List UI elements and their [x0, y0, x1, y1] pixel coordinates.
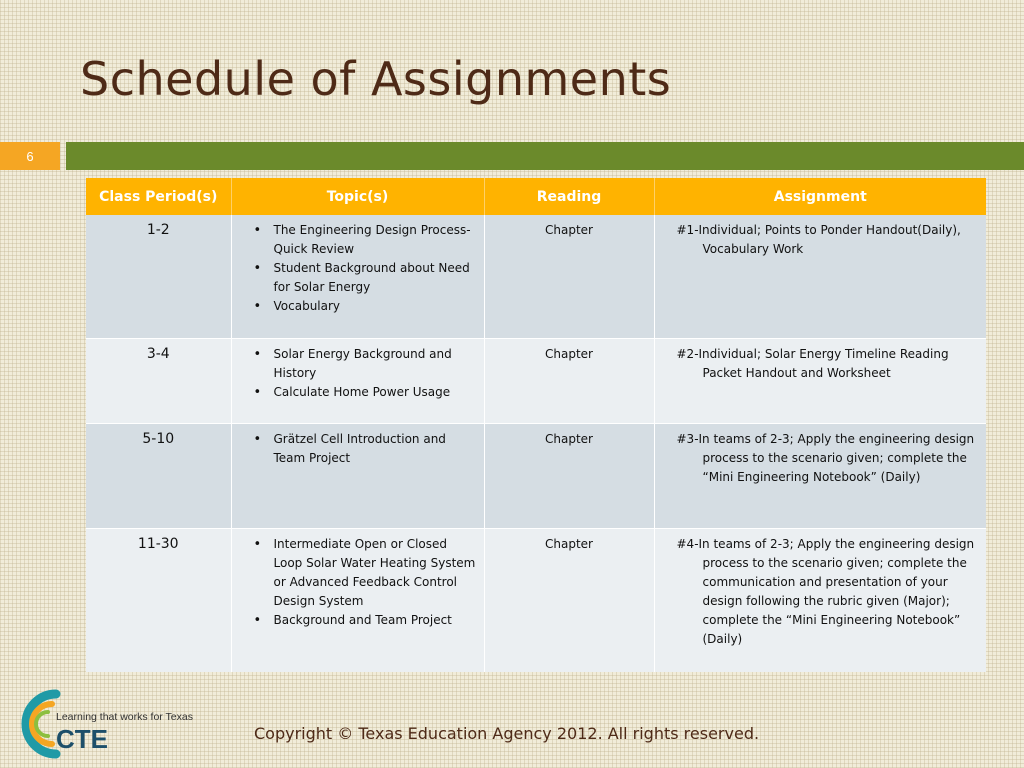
- assignment-text: #1-Individual; Points to Ponder Handout(Daily), Vocabulary Work: [676, 223, 961, 256]
- topic-item: • Grätzel Cell Introduction and Team Project: [274, 430, 476, 468]
- table-row: [86, 338, 986, 423]
- logo-tagline: Learning that works for Texas: [56, 711, 193, 723]
- table-row: [86, 528, 986, 672]
- period-cell: 5-10: [86, 423, 231, 528]
- assignment-text: #2-Individual; Solar Energy Timeline Reading Packet Handout and Worksheet: [676, 346, 949, 380]
- topic-item: • Calculate Home Power Usage: [274, 383, 476, 402]
- title-divider-bar: [66, 142, 1024, 170]
- reading-cell: Chapter: [484, 528, 654, 672]
- topics-list: [240, 221, 476, 316]
- assignment-text: #4-In teams of 2-3; Apply the engineering design process to the scenario given; complete the communication and presentation of your design following the rubric given (Major); complete the “Mini Engineering Notebook” (Daily): [676, 536, 975, 646]
- assignment-cell: [654, 528, 986, 672]
- topics-cell: [231, 338, 484, 423]
- reading-cell: Chapter: [484, 338, 654, 423]
- cte-logo-mark-icon: [12, 688, 212, 760]
- schedule-table: [86, 178, 986, 672]
- period-cell: 11-30: [86, 528, 231, 672]
- topics-list: [240, 345, 476, 402]
- table-row: [86, 423, 986, 528]
- slide-title: Schedule of Assignments: [80, 52, 672, 106]
- copyright-footer: Copyright © Texas Education Agency 2012. All rights reserved.: [254, 724, 760, 743]
- topic-item: • Student Background about Need for Solar Energy: [274, 259, 476, 297]
- assignment-text: #3-In teams of 2-3; Apply the engineering design process to the scenario given; complete the “Mini Engineering Notebook” (Daily): [676, 431, 975, 484]
- period-cell: 1-2: [86, 215, 231, 338]
- logo-name: CTE: [56, 724, 108, 754]
- assignment-cell: [654, 215, 986, 338]
- reading-cell: Chapter: [484, 423, 654, 528]
- topics-list: [240, 535, 476, 630]
- topics-cell: [231, 423, 484, 528]
- header-class-period: Class Period(s): [86, 178, 231, 215]
- header-reading: Reading: [484, 178, 654, 215]
- topics-list: [240, 430, 476, 468]
- topics-cell: [231, 215, 484, 338]
- slide-number: 6: [0, 142, 60, 170]
- topic-item: • The Engineering Design Process-Quick Review: [274, 221, 476, 259]
- topic-item: • Vocabulary: [274, 297, 476, 316]
- topic-item: • Background and Team Project: [274, 611, 476, 630]
- assignment-cell: [654, 423, 986, 528]
- header-assignment: Assignment: [654, 178, 986, 215]
- header-topic: Topic(s): [231, 178, 484, 215]
- table-header-row: [86, 178, 986, 215]
- table-row: [86, 215, 986, 338]
- topics-cell: [231, 528, 484, 672]
- topic-item: • Intermediate Open or Closed Loop Solar Water Heating System or Advanced Feedback Control Design System: [274, 535, 476, 611]
- topic-item: • Solar Energy Background and History: [274, 345, 476, 383]
- assignment-cell: [654, 338, 986, 423]
- reading-cell: Chapter: [484, 215, 654, 338]
- period-cell: 3-4: [86, 338, 231, 423]
- cte-logo: [12, 688, 212, 760]
